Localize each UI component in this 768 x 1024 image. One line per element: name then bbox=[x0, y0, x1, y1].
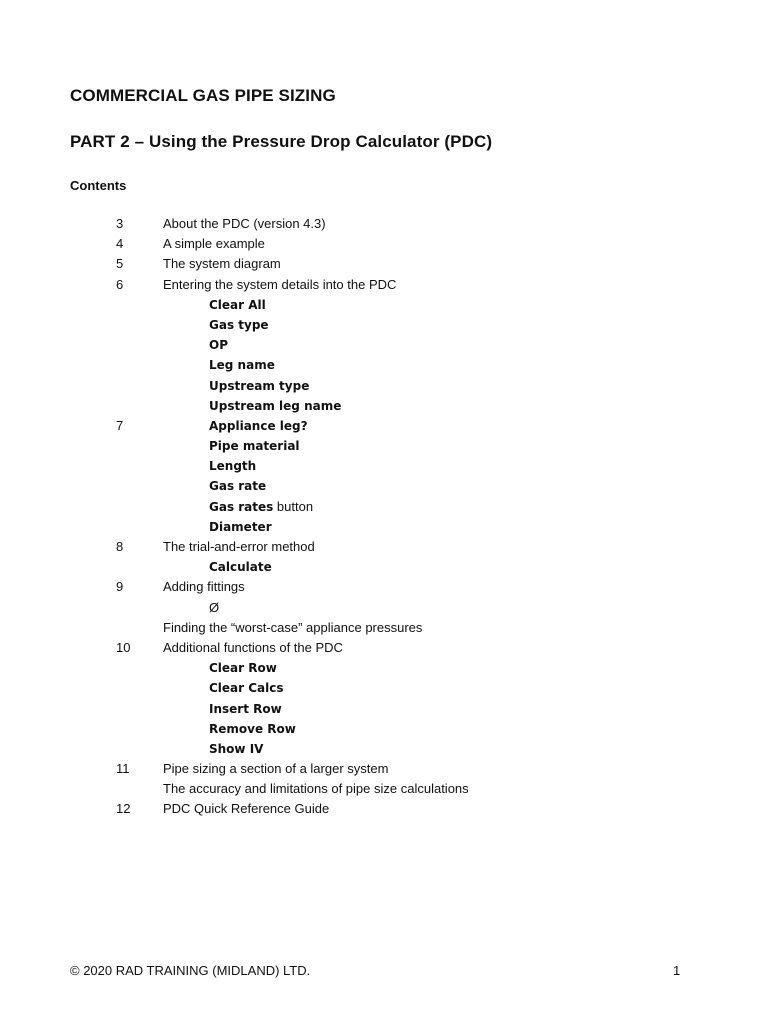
toc-row bbox=[0, 315, 768, 335]
toc-entry-text: Leg name bbox=[209, 358, 275, 373]
toc-row bbox=[0, 456, 768, 476]
toc-row bbox=[0, 275, 768, 295]
toc-row bbox=[0, 799, 768, 819]
toc-entry bbox=[209, 678, 284, 698]
toc-page-number: 6 bbox=[116, 276, 124, 292]
toc-entry bbox=[163, 638, 343, 658]
toc-entry-text: Insert Row bbox=[209, 701, 282, 716]
toc-row bbox=[0, 618, 768, 638]
toc-row bbox=[0, 658, 768, 678]
toc-row bbox=[0, 517, 768, 537]
document-title: COMMERCIAL GAS PIPE SIZING bbox=[70, 86, 336, 105]
toc-entry bbox=[209, 456, 256, 476]
toc-row bbox=[0, 638, 768, 658]
footer-copyright: © 2020 RAD TRAINING (MIDLAND) LTD. bbox=[70, 963, 311, 978]
toc-entry-text: Calculate bbox=[209, 560, 272, 575]
toc-row bbox=[0, 497, 768, 517]
toc-row bbox=[0, 234, 768, 254]
toc-entry-text: The accuracy and limitations of pipe size calculations bbox=[163, 781, 469, 797]
toc-row bbox=[0, 295, 768, 315]
toc-row bbox=[0, 355, 768, 375]
toc-entry-text: Gas type bbox=[209, 317, 269, 332]
toc-entry-text: Show IV bbox=[209, 741, 264, 756]
toc-entry-text: Remove Row bbox=[209, 721, 296, 736]
toc-entry bbox=[163, 799, 329, 819]
toc-entry-text: Upstream type bbox=[209, 378, 310, 393]
toc-row bbox=[0, 739, 768, 759]
toc-entry bbox=[163, 214, 326, 234]
toc-row bbox=[0, 214, 768, 234]
toc-row bbox=[0, 719, 768, 739]
toc-page-number: 11 bbox=[116, 761, 130, 777]
toc-entry bbox=[209, 517, 272, 537]
toc-row bbox=[0, 254, 768, 274]
toc-entry bbox=[209, 658, 277, 678]
toc-entry bbox=[209, 598, 219, 618]
toc-entry-text: Clear Row bbox=[209, 661, 277, 676]
toc-entry bbox=[209, 719, 296, 739]
toc-entry-text: Additional functions of the PDC bbox=[163, 639, 343, 655]
toc-entry bbox=[209, 335, 228, 355]
toc-entry-text: Clear All bbox=[209, 297, 266, 312]
toc-row bbox=[0, 557, 768, 577]
toc-page-number: 12 bbox=[116, 801, 131, 817]
contents-heading: Contents bbox=[70, 178, 127, 193]
toc-row bbox=[0, 416, 768, 436]
toc-entry-text: Clear Calcs bbox=[209, 681, 284, 696]
toc-entry-text: Finding the “worst-case” appliance pressures bbox=[163, 619, 423, 635]
toc-entry bbox=[163, 537, 315, 557]
toc-entry bbox=[209, 557, 272, 577]
toc-entry bbox=[209, 396, 341, 416]
toc-page-number: 9 bbox=[116, 579, 124, 595]
table-of-contents bbox=[0, 214, 768, 820]
toc-entry bbox=[209, 699, 282, 719]
toc-row bbox=[0, 678, 768, 698]
toc-entry-text: Gas rate bbox=[209, 479, 267, 494]
toc-entry-text: About the PDC (version 4.3) bbox=[163, 216, 326, 231]
toc-row bbox=[0, 699, 768, 719]
toc-entry-text: Ø bbox=[209, 599, 220, 615]
toc-entry bbox=[209, 739, 263, 759]
toc-entry-text: Pipe sizing a section of a larger system bbox=[163, 761, 389, 777]
toc-page-number: 4 bbox=[116, 236, 124, 252]
toc-entry-text: A simple example bbox=[163, 236, 265, 252]
toc-entry-suffix: button bbox=[273, 498, 314, 514]
toc-entry-text: Entering the system details into the PDC bbox=[163, 276, 397, 292]
toc-page-number: 3 bbox=[116, 216, 124, 231]
toc-entry-text: The system diagram bbox=[163, 256, 281, 272]
toc-entry-text: The trial-and-error method bbox=[163, 539, 315, 554]
footer-page-number: 1 bbox=[673, 963, 681, 978]
document-subtitle: PART 2 – Using the Pressure Drop Calculator (PDC) bbox=[70, 132, 493, 151]
toc-entry-text: Diameter bbox=[209, 519, 272, 534]
toc-row bbox=[0, 779, 768, 799]
toc-entry-text: Length bbox=[209, 459, 257, 474]
toc-row bbox=[0, 396, 768, 416]
toc-page-number: 7 bbox=[116, 417, 124, 433]
toc-entry bbox=[209, 355, 275, 375]
toc-row bbox=[0, 577, 768, 597]
toc-entry bbox=[163, 618, 422, 638]
toc-row bbox=[0, 335, 768, 355]
toc-entry bbox=[209, 497, 313, 517]
toc-page-number: 8 bbox=[116, 539, 124, 554]
toc-entry bbox=[209, 315, 269, 335]
toc-row bbox=[0, 598, 768, 618]
toc-entry bbox=[209, 376, 309, 396]
toc-row bbox=[0, 436, 768, 456]
toc-entry-text: Adding fittings bbox=[163, 579, 245, 595]
toc-entry bbox=[163, 759, 388, 779]
toc-entry bbox=[209, 436, 300, 456]
toc-row bbox=[0, 537, 768, 557]
toc-entry-text: OP bbox=[209, 338, 228, 353]
toc-entry-text: Upstream leg name bbox=[209, 398, 342, 413]
toc-row bbox=[0, 476, 768, 496]
toc-entry bbox=[209, 476, 266, 496]
toc-entry bbox=[163, 577, 245, 597]
toc-row bbox=[0, 376, 768, 396]
toc-entry-text: Pipe material bbox=[209, 439, 300, 454]
toc-entry bbox=[163, 779, 469, 799]
toc-entry-text: Appliance leg? bbox=[209, 418, 308, 433]
toc-entry bbox=[209, 295, 266, 315]
toc-row bbox=[0, 759, 768, 779]
toc-page-number: 10 bbox=[116, 639, 131, 655]
toc-entry-text: Gas rates bbox=[209, 499, 274, 514]
toc-entry bbox=[163, 254, 281, 274]
toc-entry bbox=[163, 234, 265, 254]
toc-entry bbox=[163, 275, 396, 295]
toc-entry bbox=[209, 416, 308, 436]
toc-entry-text: PDC Quick Reference Guide bbox=[163, 801, 330, 817]
toc-page-number: 5 bbox=[116, 256, 124, 272]
